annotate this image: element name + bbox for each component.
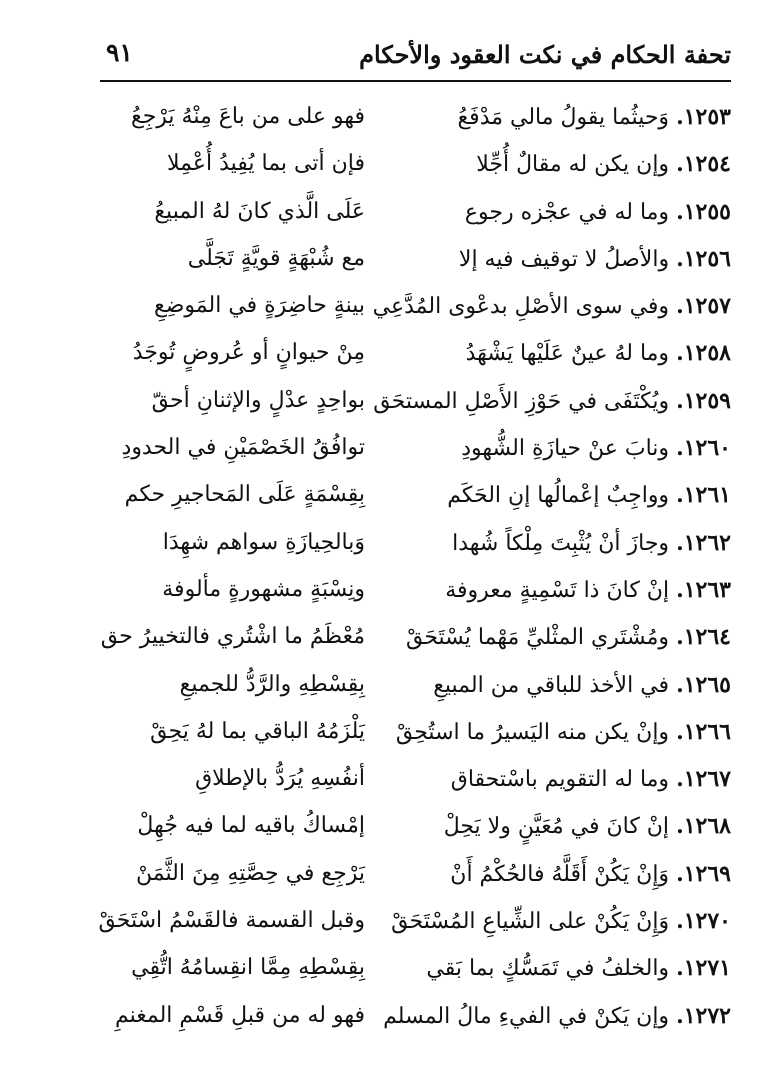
- verse-first-text: وما لهُ عينٌ عَلَيْها يَشْهَدُ: [465, 341, 670, 367]
- verse-row: [100, 805, 731, 852]
- verse-number: ١٢٦٨.: [676, 813, 731, 840]
- verse-number: ١٢٦٠.: [676, 435, 731, 462]
- verse-first-hemistich: [406, 199, 731, 225]
- verse-number: ١٢٥٩.: [676, 387, 731, 414]
- verse-first-hemistich: [406, 861, 731, 887]
- verse-second-hemistich: بِقِسْمَةٍ عَلَى المَحاجيرِ حكم: [124, 482, 365, 508]
- verse-second-hemistich: يَلْزَمُهُ الباقي بما لهُ يَحِقْ: [150, 718, 365, 744]
- verse-number: ١٢٦٩.: [676, 860, 731, 887]
- verse-first-hemistich: [406, 672, 731, 698]
- verse-first-hemistich: [406, 813, 731, 839]
- verse-first-text: وما له في عجْزه رجوع: [464, 199, 670, 225]
- verse-first-text: وجازَ أنْ يُثْبِتَ مِلْكاً شُهدا: [452, 530, 670, 556]
- verse-second-hemistich: فهو له من قبلِ قَسْمِ المغنمِ: [114, 1002, 365, 1028]
- verse-number: ١٢٧١.: [676, 955, 731, 982]
- verse-first-text: في الأخذ للباقي من المبيعِ: [433, 672, 670, 698]
- verse-first-hemistich: [406, 482, 731, 508]
- verse-first-hemistich: [391, 908, 731, 935]
- verse-row: [100, 616, 731, 663]
- page-number: ٩١: [106, 38, 133, 67]
- verse-first-hemistich: [406, 151, 731, 177]
- verse-second-hemistich: إمْساكُ باقيه لما فيه جُهِلْ: [137, 813, 365, 839]
- verse-second-hemistich: توافُقُ الخَصْمَيْنِ في الحدودِ: [121, 435, 365, 461]
- verse-number: ١٢٥٦.: [676, 245, 731, 272]
- verse-second-hemistich: بينةٍ حاضِرَةٍ في المَوضِعِ: [154, 293, 365, 319]
- running-title: تحفة الحكام في نكت العقود والأحكام: [359, 40, 731, 69]
- verse-row: [100, 191, 731, 238]
- verse-list: [100, 96, 731, 1042]
- verse-first-hemistich: [406, 435, 731, 461]
- verse-row: [100, 664, 731, 711]
- verse-number: ١٢٥٤.: [676, 151, 731, 178]
- verse-row: [100, 947, 731, 994]
- verse-first-hemistich: [373, 387, 731, 414]
- verse-first-hemistich: [406, 340, 731, 366]
- verse-first-hemistich: [406, 577, 731, 603]
- verse-number: ١٢٦١.: [676, 482, 731, 509]
- verse-number: ١٢٦٤.: [676, 624, 731, 651]
- verse-row: [100, 522, 731, 569]
- verse-number: ١٢٦٧.: [676, 766, 731, 793]
- verse-row: [100, 900, 731, 947]
- verse-row: [100, 569, 731, 616]
- verse-number: ١٢٥٥.: [676, 198, 731, 225]
- verse-number: ١٢٧٠.: [676, 908, 731, 935]
- verse-row: [100, 380, 731, 427]
- verse-second-hemistich: فهو على من باعَ مِنْهُ يَرْجِعُ: [130, 104, 365, 129]
- verse-row: [100, 711, 731, 758]
- verse-first-text: وإن يكن له مقالٌ أُجِّلا: [476, 152, 670, 178]
- verse-row: [100, 758, 731, 805]
- verse-row: [100, 474, 731, 521]
- verse-second-hemistich: مُعْظَمُ ما اشْتُري فالتخييرُ حق: [100, 624, 365, 650]
- verse-first-hemistich: [406, 766, 731, 792]
- verse-row: [100, 238, 731, 285]
- verse-first-text: وَإِنْ يَكُنْ على الشِّياعِ المُسْتَحَقْ: [391, 909, 670, 935]
- verse-number: ١٢٦٢.: [676, 529, 731, 556]
- verse-first-hemistich: [406, 246, 731, 272]
- verse-first-text: وَحيثُما يقولُ مالي مَدْفَعُ: [457, 105, 670, 130]
- verse-number: ١٢٦٥.: [676, 671, 731, 698]
- verse-number: ١٢٥٣.: [676, 104, 731, 130]
- verse-first-hemistich: [406, 104, 731, 130]
- verse-second-hemistich: مِنْ حيوانٍ أو عُروضٍ تُوجَدُ: [132, 340, 365, 366]
- verse-first-hemistich: [395, 718, 731, 745]
- verse-first-text: ويُكْتَفَى في حَوْزِ الأَصْلِ المستحَق: [373, 388, 670, 414]
- verse-first-hemistich: [406, 624, 731, 650]
- verse-first-text: ونابَ عنْ حيازَةِ الشُّهودِ: [461, 436, 670, 462]
- verse-row: [100, 853, 731, 900]
- verse-second-hemistich: يَرْجِع في حِصَّتِهِ مِنَ الثَّمَنْ: [136, 860, 365, 886]
- verse-second-hemistich: فإن أتى بما يُفِيدُ أُعْمِلا: [167, 151, 365, 177]
- verse-number: ١٢٥٧.: [676, 293, 731, 320]
- verse-second-hemistich: عَلَى الَّذي كانَ لهُ المبيعُ: [154, 198, 365, 224]
- verse-first-hemistich: [406, 530, 731, 556]
- verse-first-text: إنْ كانَ في مُعَيَّنٍ ولا يَحِلْ: [443, 814, 670, 840]
- verse-row: [100, 285, 731, 332]
- verse-number: ١٢٧٢.: [676, 1002, 731, 1029]
- verse-first-hemistich: [383, 1002, 731, 1029]
- verse-first-text: وواجِبٌ إعْمالُها إنِ الحَكَم: [447, 483, 670, 509]
- page-header: [100, 36, 731, 84]
- verse-first-text: وإنْ يكن منه اليَسيرُ ما استُحِقْ: [395, 719, 670, 745]
- verse-second-hemistich: وَبالحِيازَةِ سواهم شهِدَا: [162, 529, 365, 555]
- verse-first-text: والأصلُ لا توقيف فيه إلا: [458, 246, 670, 272]
- verse-second-hemistich: أنفُسِهِ يُرَدُّ بالإطلاقِ: [195, 766, 365, 792]
- verse-row: [100, 427, 731, 474]
- verse-row: [100, 143, 731, 190]
- verse-number: ١٢٥٨.: [676, 340, 731, 367]
- verse-first-text: وإن يَكنْ في الفيءِ مالُ المسلم: [383, 1003, 670, 1029]
- verse-second-hemistich: ونِسْبَةٍ مشهورةٍ مألوفة: [162, 576, 365, 602]
- verse-first-hemistich: [406, 955, 731, 981]
- verse-number: ١٢٦٣.: [676, 576, 731, 603]
- verse-second-hemistich: مع شُبْهَةٍ قويَّةٍ تَجَلَّى: [187, 245, 365, 271]
- header-divider: [100, 80, 731, 82]
- verse-row: [100, 96, 731, 143]
- verse-second-hemistich: بواحِدٍ عدْلٍ والإثنانِ أحقّ: [151, 387, 365, 413]
- verse-first-text: والخلفُ في تَمَسُّكٍ بما بَقي: [426, 956, 670, 982]
- verse-first-hemistich: [372, 293, 731, 320]
- verse-row: [100, 995, 731, 1042]
- verse-first-text: ومُشْتَري المثْليِّ مَهْما يُسْتَحَقْ: [405, 625, 670, 651]
- verse-second-hemistich: بِقِسْطِهِ والرَّدُّ للجميعِ: [179, 671, 365, 697]
- verse-second-hemistich: وقبل القسمة فالقَسْمُ اسْتَحَقْ: [98, 908, 365, 934]
- verse-number: ١٢٦٦.: [676, 718, 731, 745]
- verse-row: [100, 332, 731, 379]
- verse-first-text: إنْ كانَ ذا تَسْمِيةٍ معروفة: [445, 577, 670, 603]
- verse-second-hemistich: بِقِسْطِهِ مِمَّا انقِسامُهُ اتُّقِي: [131, 955, 365, 981]
- verse-first-text: وَإِنْ يَكُنْ أَقَلَّهُ فالحُكْمُ أَنْ: [450, 861, 670, 887]
- verse-first-text: وما له التقويم باسْتحقاق: [450, 767, 670, 793]
- verse-first-text: وفي سوى الأصْلِ بدعْوى المُدَّعِي: [372, 294, 670, 320]
